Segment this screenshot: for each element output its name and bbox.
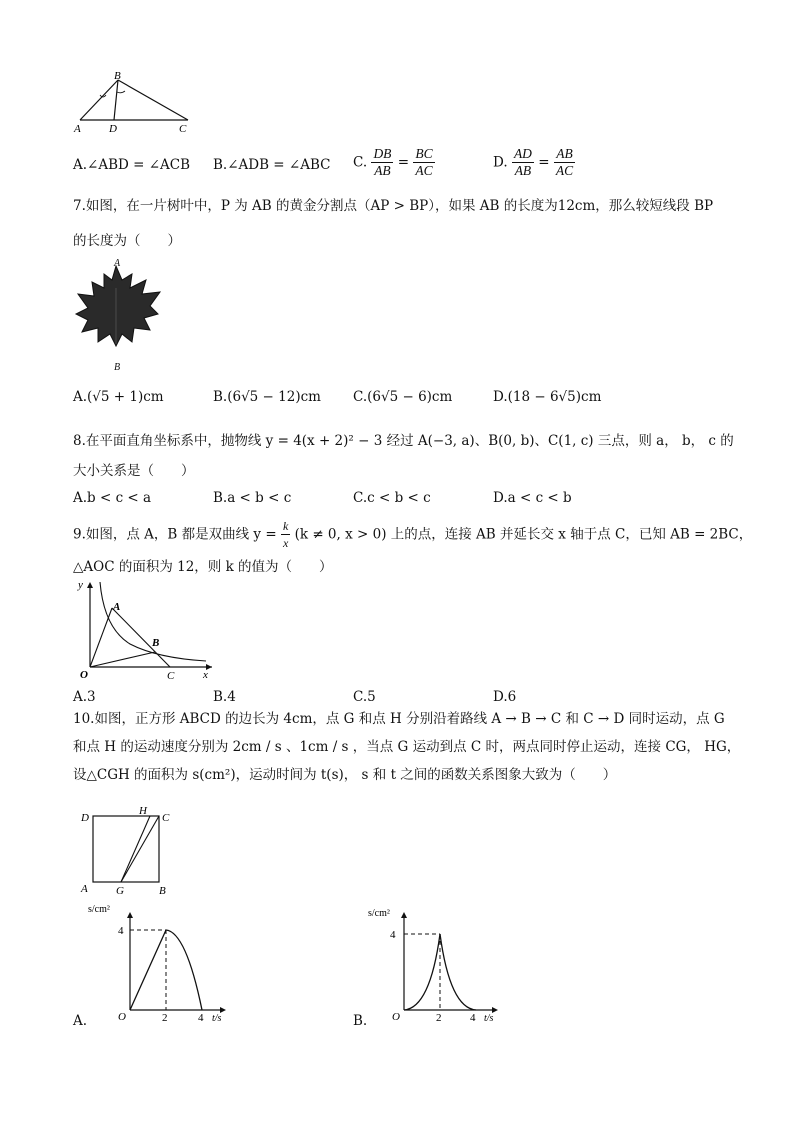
q10-label-B: B — [159, 885, 166, 896]
q10-a-xtick1: 2 — [162, 1012, 168, 1022]
q6-option-c-prefix: C. — [353, 154, 368, 171]
q10-a-origin: O — [118, 1011, 126, 1022]
q6-label-D: D — [109, 123, 117, 135]
q9-frac-num: k — [282, 519, 289, 533]
q6-c-frac2 — [413, 146, 434, 179]
q6-label-C: C — [179, 123, 187, 135]
q10-option-a: A. — [73, 1013, 88, 1029]
q9-label-O: O — [80, 669, 88, 681]
q10-text-line3: 设△CGH 的面积为 s(cm²)，运动时间为 t(s)， s 和 t 之间的函数关系图象大致为（ ） — [73, 767, 617, 783]
q10-label-D: D — [81, 812, 89, 824]
q8-option-b: B.a < b < c — [213, 490, 292, 506]
q6-label-B: B — [114, 70, 121, 82]
q9-label-C: C — [167, 670, 175, 682]
q9-label-A: A — [113, 601, 121, 613]
q9-line1-pre: 9.如图，点 A，B 都是双曲线 y = — [73, 526, 277, 543]
q10-b-xtick2: 4 — [470, 1012, 476, 1022]
q6-c-num2: BC — [415, 146, 433, 161]
q10-b-ylabel: s/cm² — [368, 908, 390, 919]
q8-option-c: C.c < b < c — [353, 490, 431, 506]
q9-label-x: x — [203, 669, 208, 681]
q6-c-den2: AC — [415, 163, 433, 178]
q10-graph-a — [76, 900, 236, 1022]
q9-option-d: D.6 — [493, 689, 517, 705]
q7-leaf-label-A: A — [114, 258, 121, 269]
q10-a-xtick2: 4 — [198, 1012, 204, 1022]
q7-leaf-label-B: B — [114, 362, 121, 373]
q6-option-c: C. $\frac{DB}{AB}$ = $\frac{BC}{AC}$ — [353, 146, 433, 178]
q6-c-frac1 — [371, 146, 393, 179]
q6-option-b: B.∠ADB = ∠ABC — [213, 157, 331, 173]
q6-c-den1: AB — [374, 163, 391, 178]
q9-option-c: C.5 — [353, 689, 376, 705]
q6-d-num2: AB — [554, 146, 575, 163]
q7-text-line1: 7.如图，在一片树叶中，P 为 AB 的黄金分割点（AP > BP），如果 AB 的长度为12cm，那么较短线段 BP — [73, 198, 714, 214]
q10-label-C: C — [162, 812, 170, 824]
q10-text-line2: 和点 H 的运动速度分别为 2cm / s 、1cm / s ，当点 G 运动到点 C 时，两点同时停止运动，连接 CG， HG， — [73, 739, 741, 755]
q8-option-d: D.a < c < b — [493, 490, 572, 506]
q6-c-num1: DB — [373, 146, 392, 161]
q10-a-ylabel: s/cm² — [88, 904, 110, 915]
q6-d-den2: AC — [555, 163, 574, 178]
q10-b-ytick: 4 — [390, 929, 396, 941]
q6-d-den1: AB — [514, 163, 532, 178]
q8-text-line2: 大小关系是（ ） — [73, 463, 195, 479]
q10-b-xtick1: 2 — [436, 1012, 442, 1022]
q6-d-num1: AD — [513, 146, 532, 161]
q6-option-d: D. $\frac{AD}{AB}$ = $\frac{AB}{AC}$ — [493, 146, 574, 178]
q10-label-G: G — [116, 885, 124, 896]
q7-option-a: A.(√5 + 1)cm — [73, 389, 164, 405]
q10-option-b: B. — [353, 1013, 368, 1029]
q9-label-B: B — [152, 637, 160, 649]
q7-option-b: B.(6√5 − 12)cm — [213, 389, 321, 405]
q7-leaf-image — [72, 258, 164, 374]
q6-d-frac1 — [512, 146, 534, 179]
q9-text-line2: △AOC 的面积为 12，则 k 的值为（ ） — [73, 559, 333, 575]
q10-label-A: A — [81, 883, 88, 895]
q9-label-y: y — [78, 579, 83, 591]
q9-hyperbola-figure — [72, 578, 217, 682]
q7-option-d: D.(18 − 6√5)cm — [493, 389, 602, 405]
q9-option-b: B.4 — [213, 689, 236, 705]
q7-text-line2: 的长度为（ ） — [73, 233, 181, 249]
q6-triangle-figure — [70, 70, 200, 136]
q6-option-d-prefix: D. — [493, 154, 508, 171]
q6-option-a: A.∠ABD = ∠ACB — [73, 157, 191, 173]
q7-option-c: C.(6√5 − 6)cm — [353, 389, 453, 405]
q9-option-a: A.3 — [73, 689, 96, 705]
q10-b-xlabel: t/s — [484, 1013, 494, 1022]
q9-line1-post: (k ≠ 0, x > 0) 上的点，连接 AB 并延长交 x 轴于点 C，已知 AB = 2BC， — [294, 526, 753, 543]
q10-label-H: H — [139, 805, 147, 817]
q10-square-figure — [76, 804, 176, 896]
q10-a-xlabel: t/s — [212, 1013, 222, 1022]
q9-fraction — [281, 518, 290, 551]
q8-text-line1: 8.在平面直角坐标系中，抛物线 y = 4(x + 2)² − 3 经过 A(−3, a)、B(0, b)、C(1, c) 三点，则 a， b， c 的 — [73, 433, 734, 449]
q10-b-origin: O — [392, 1011, 400, 1022]
q8-option-a: A.b < c < a — [73, 490, 152, 506]
q10-text-line1: 10.如图，正方形 ABCD 的边长为 4cm，点 G 和点 H 分别沿着路线 A → B → C 和 C → D 同时运动，点 G — [73, 711, 725, 727]
q10-a-ytick: 4 — [118, 925, 124, 937]
q9-frac-den: x — [282, 536, 289, 550]
q9-text-line1 — [73, 518, 752, 551]
q6-label-A: A — [74, 123, 81, 135]
q6-d-frac2 — [554, 146, 575, 179]
q10-graph-b — [360, 900, 510, 1022]
